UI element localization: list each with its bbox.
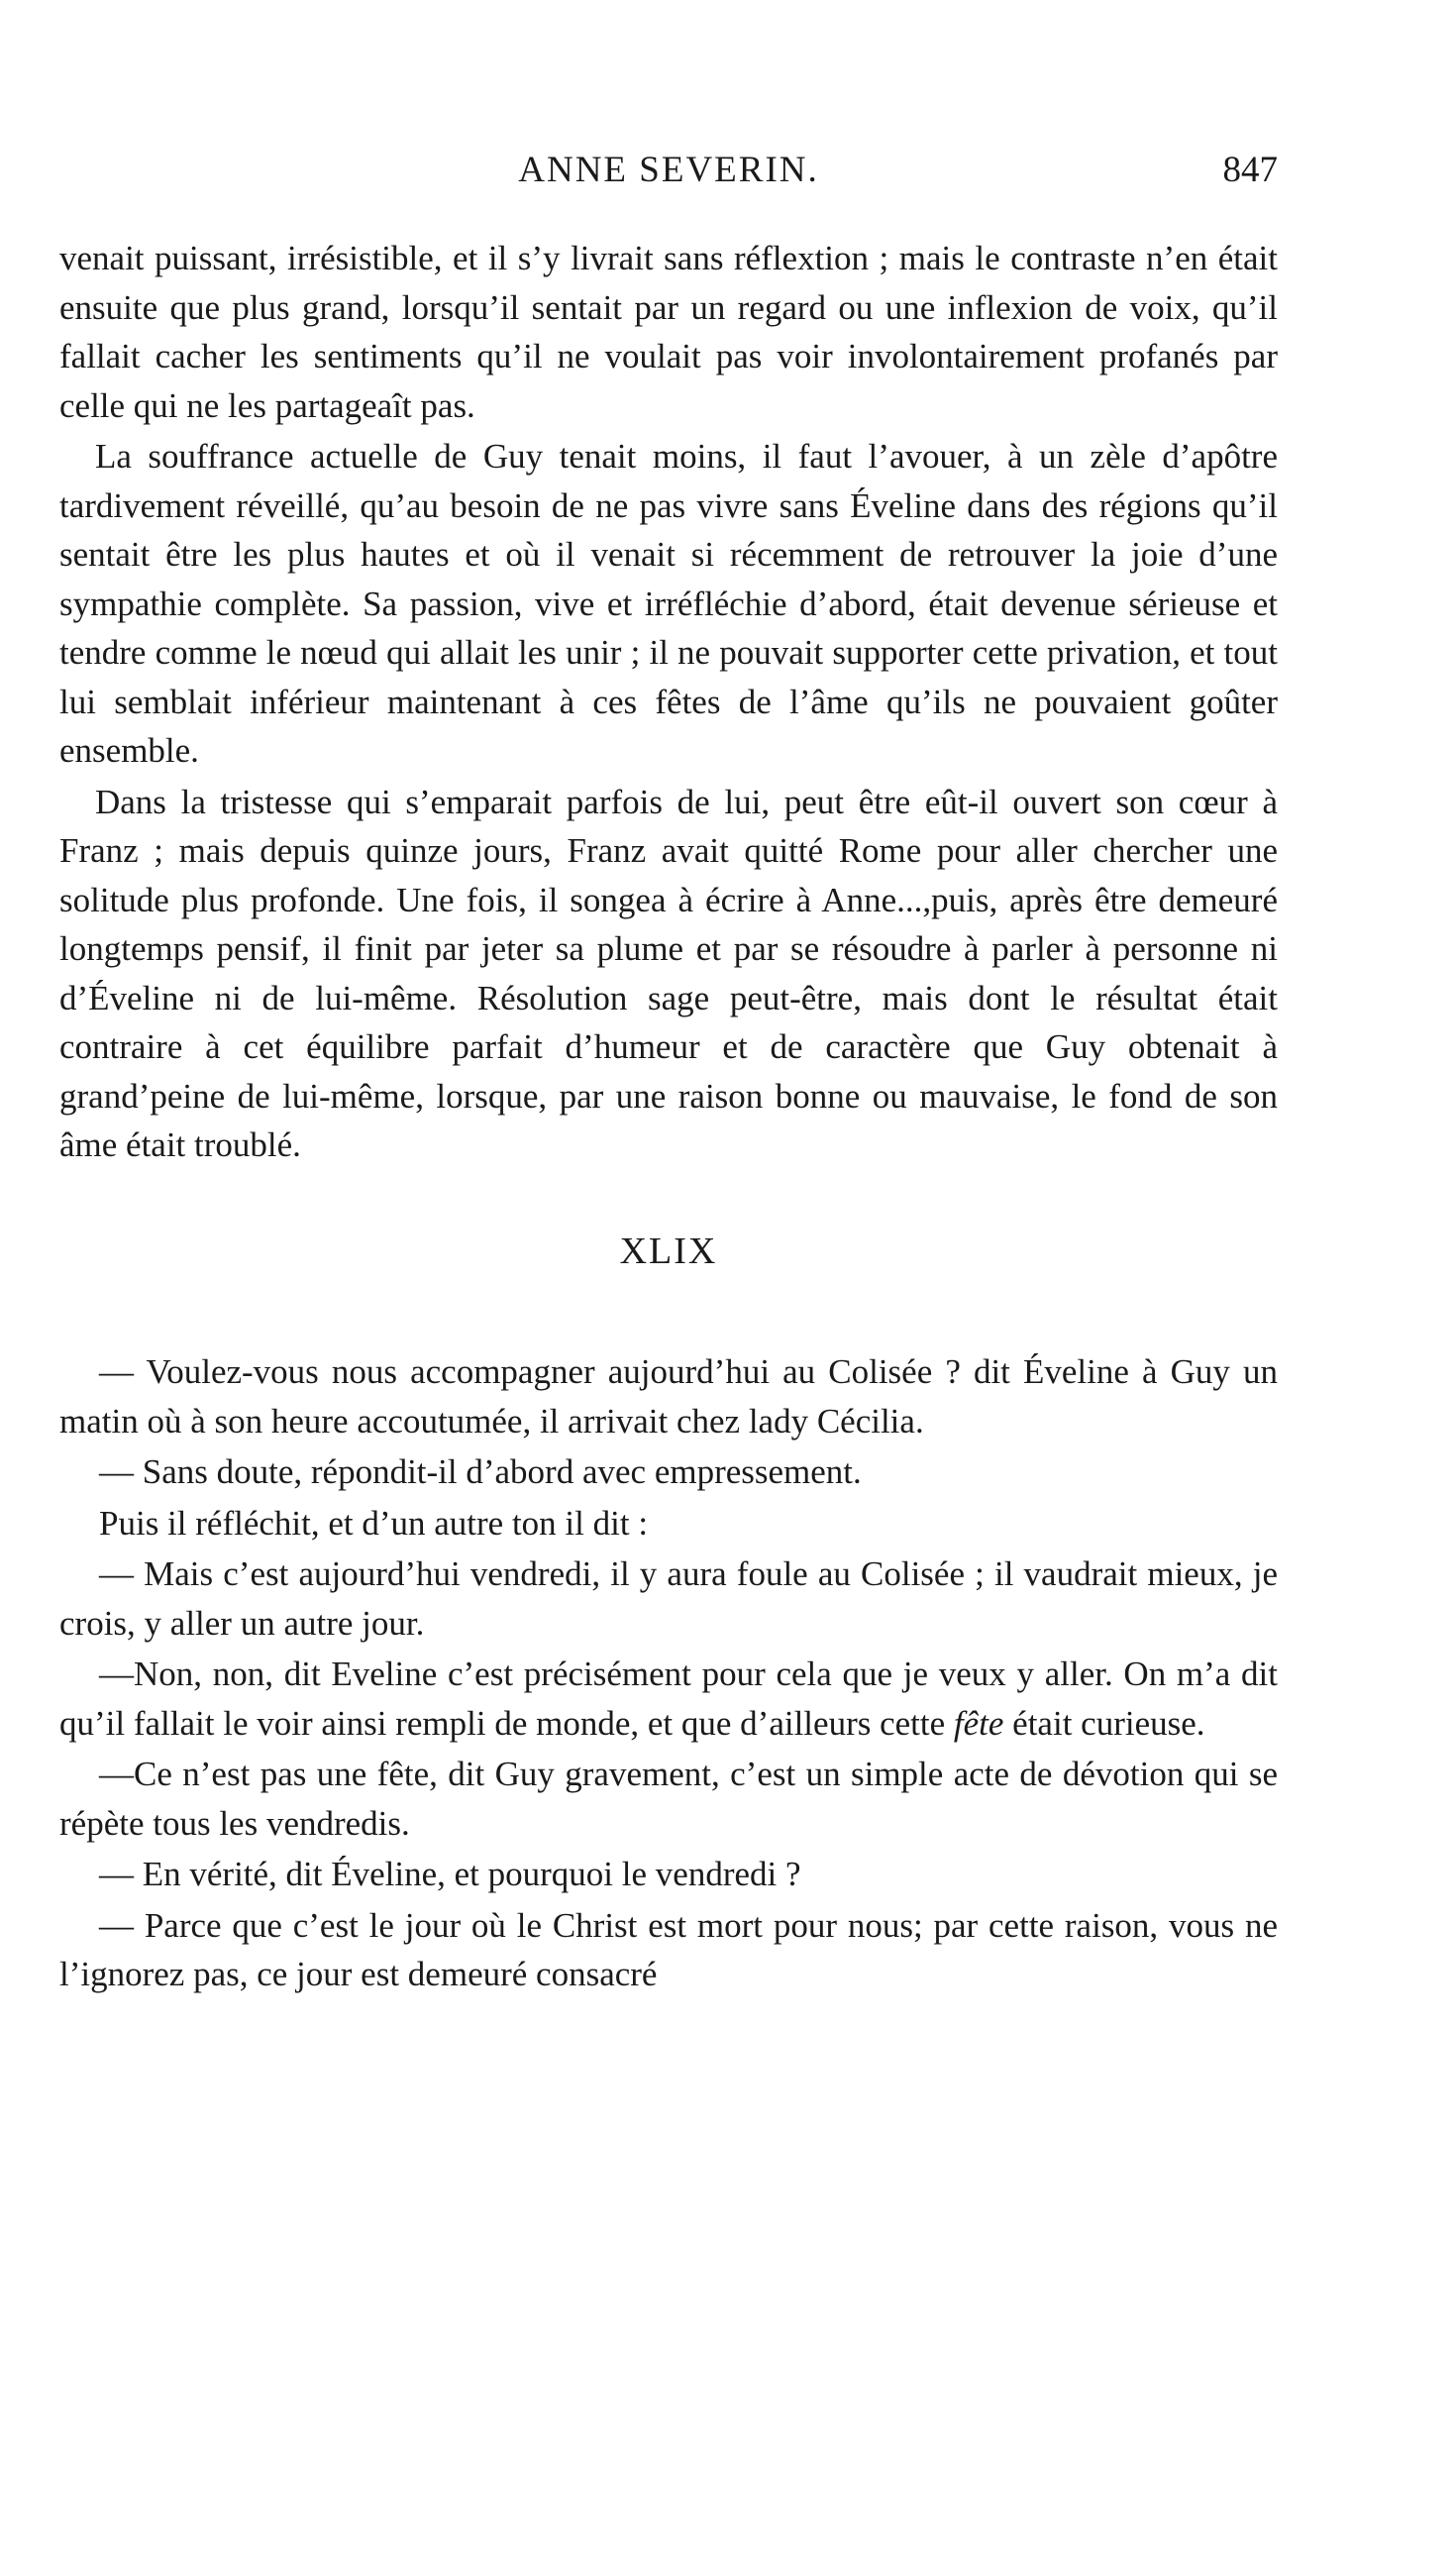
dialogue-line: —Ce n’est pas une fête, dit Guy gravement, c’est un simple acte de dévotion qui se répète tous les vendredis. xyxy=(59,1755,1278,1843)
running-title: ANNE SEVERIN. xyxy=(518,150,819,190)
dialogue-section xyxy=(59,1347,1278,1999)
narration-line: Puis il réfléchit, et d’un autre ton il dit : xyxy=(99,1503,649,1543)
body-text xyxy=(59,234,1278,1999)
dialogue-text: —Non, non, dit Eveline c’est précisément pour cela que je veux y aller. On m’a dit qu’il fallait le voir ainsi rempli de monde, et que d’ailleurs cette xyxy=(59,1655,1278,1743)
dialogue-line: — Sans doute, répondit-il d’abord avec empressement. xyxy=(99,1452,862,1491)
paragraph: venait puissant, irrésistible, et il s’y livrait sans réflextion ; mais le contraste n’en était ensuite que plus grand, lorsqu’il sentait par un regard ou une inflexion de voix, qu’il fallait cacher les sentiments qu’il ne voulait pas voir involontairement profanés par celle qui ne les partageaît pas. xyxy=(59,239,1278,425)
dialogue-text: était curieuse. xyxy=(1012,1703,1205,1743)
running-head xyxy=(59,149,1278,208)
dialogue-line xyxy=(59,1650,1278,1748)
page-number: 847 xyxy=(1222,150,1278,190)
paragraph: Dans la tristesse qui s’emparait parfois de lui, peut être eût-il ouvert son cœur à Franz ; mais depuis quinze jours, Franz avait quitté Rome pour aller chercher une solitude plus profonde. Une fois, il songea à écrire à Anne...,puis, après être demeuré longtemps pensif, il finit par jeter sa plume et par se résoudre à parler à personne ni d’Éveline ni de lui-même. Résolution sage peut-être, mais dont le résultat était contraire à cet équilibre parfait d’humeur et de caractère que Guy obtenait à grand’peine de lui-même, lorsque, par une raison bonne ou mauvaise, le fond de son âme était troublé. xyxy=(59,782,1278,1164)
dialogue-line: — Parce que c’est le jour où le Christ est mort pour nous; par cette raison, vous ne l’ignorez pas, ce jour est demeuré consacré xyxy=(59,1905,1278,1993)
dialogue-line: — En vérité, dit Éveline, et pourquoi le vendredi ? xyxy=(99,1855,801,1893)
italic-word: fête xyxy=(953,1703,1004,1743)
chapter-heading: XLIX xyxy=(619,1229,718,1272)
dialogue-line: — Mais c’est aujourd’hui vendredi, il y aura foule au Colisée ; il vaudrait mieux, je crois, y aller un autre jour. xyxy=(59,1554,1278,1643)
dialogue-line: — Voulez-vous nous accompagner aujourd’hui au Colisée ? dit Éveline à Guy un matin où à son heure accoutumée, il arrivait chez lady Cécilia. xyxy=(59,1352,1278,1441)
paragraph: La souffrance actuelle de Guy tenait moins, il faut l’avouer, à un zèle d’apôtre tardivement réveillé, qu’au besoin de ne pas vivre sans Éveline dans des régions qu’il sentait être les plus hautes et où il venait si récemment de retrouver la joie d’une sympathie complète. Sa passion, vive et irréfléchie d’abord, était devenue sérieuse et tendre comme le nœud qui allait les unir ; il ne pouvait supporter cette privation, et tout lui semblait inférieur maintenant à ces fêtes de l’âme qu’ils ne pouvaient goûter ensemble. xyxy=(59,437,1278,770)
